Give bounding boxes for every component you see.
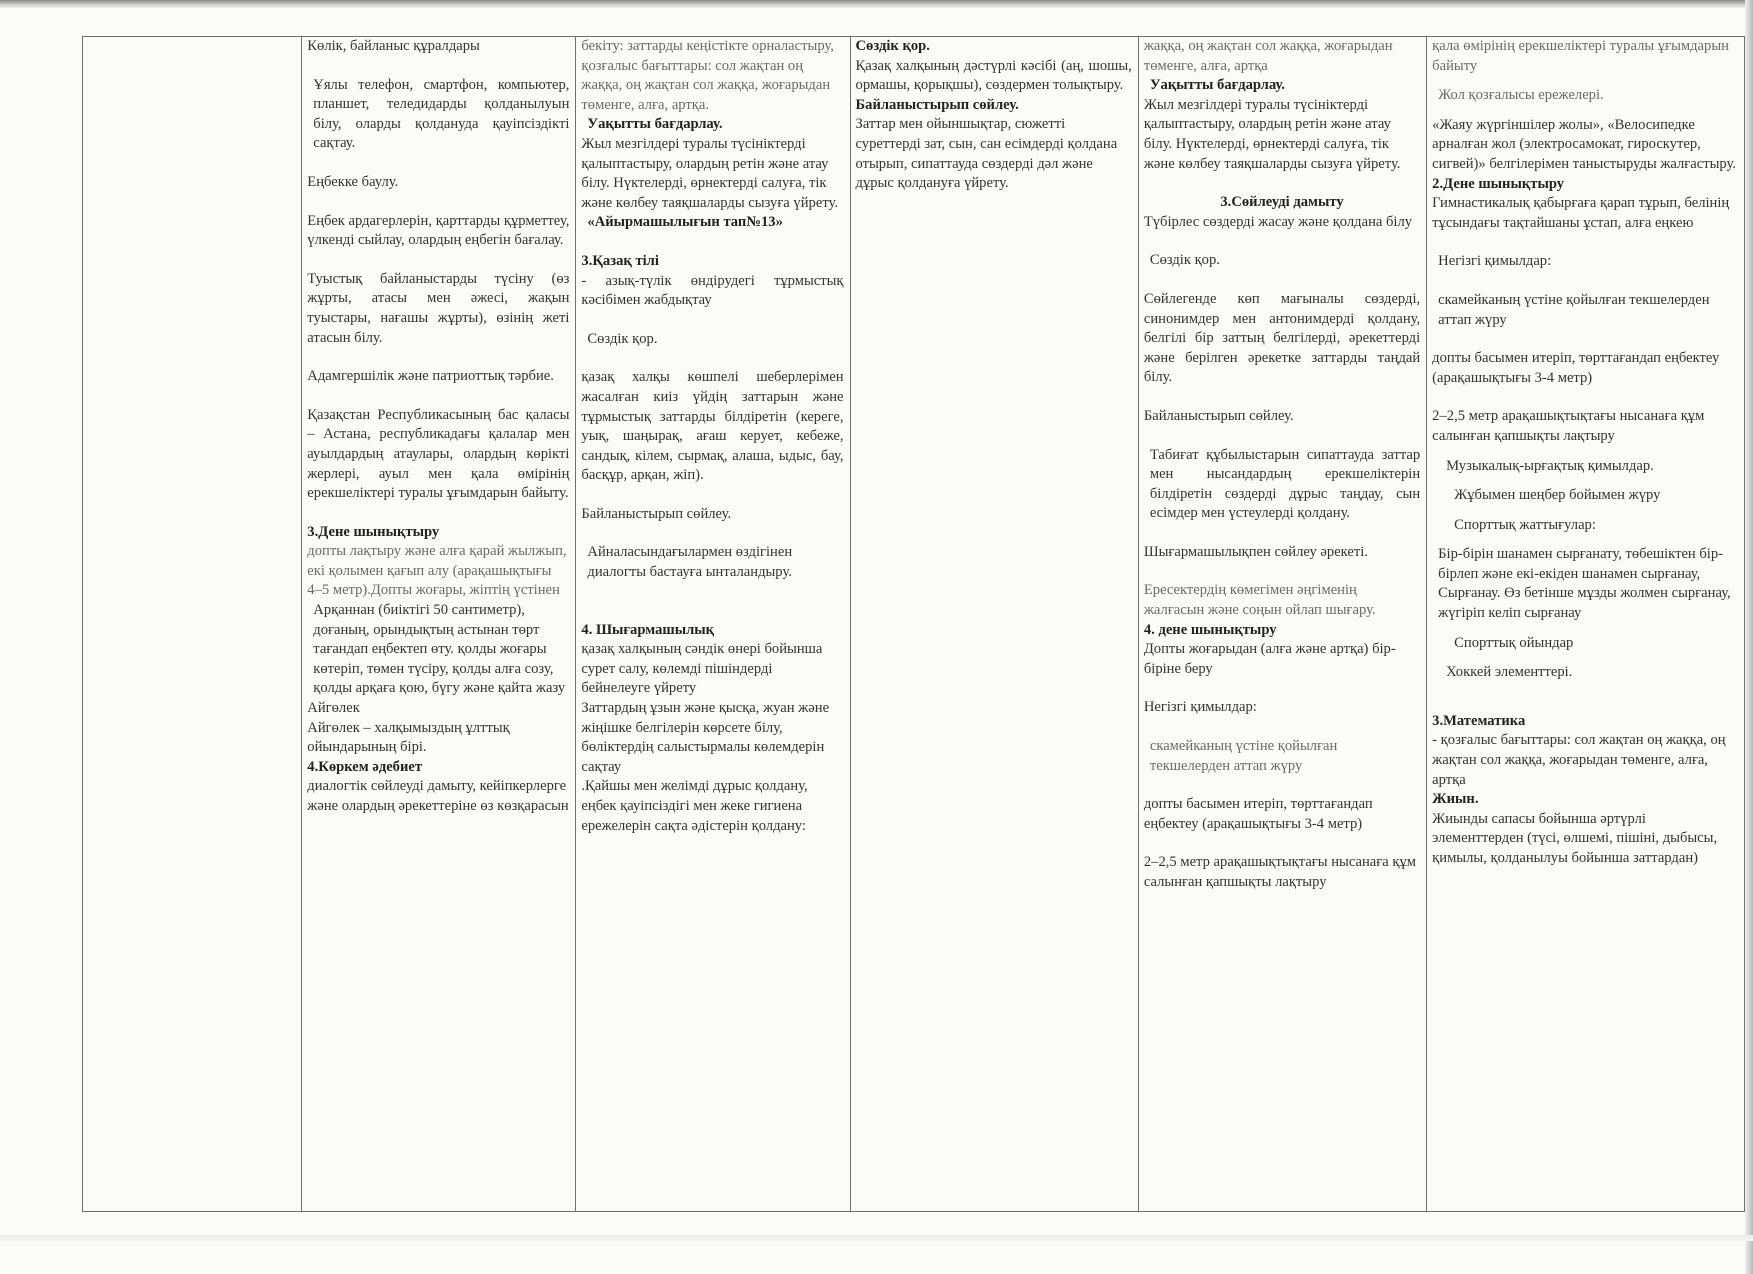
paragraph: Ұялы телефон, смартфон, компьютер, планшет, теледидарды қолданылуын білу, оларды қолдануда қауіпсіздікті сақтау. [313, 76, 570, 152]
column-2 [576, 37, 850, 1212]
paragraph: Арқаннан (биіктігі 50 сантиметр), доғаның, орындықтың астынан төрт тағандап еңбектеп өту. қолды жоғары көтеріп, төмен түсіру, қолды алға созу, қолды арқаға қою, бүгу және қайта жазу [313, 602, 566, 697]
paragraph: Хоккей элементтері. [1446, 664, 1573, 681]
paragraph: Спорттық жаттығулар: [1454, 516, 1596, 533]
paragraph: қазақ халқының сәндік өнері бойынша сурет салу, көлемді пішіндерді бейнелеуге үйрету [581, 641, 823, 697]
lesson-plan-table [82, 36, 1745, 1212]
column-empty [83, 37, 302, 1212]
scan-bottom-shade [0, 1235, 1753, 1241]
paragraph: допты басымен итеріп, төрттағандап еңбектеу (арақашықтығы 3-4 метр) [1432, 350, 1720, 386]
paragraph: допты басымен итеріп, төрттағандап еңбектеу (арақашықтығы 3-4 метр) [1143, 796, 1373, 832]
section-heading: 2.Дене шынықтыру [1432, 175, 1565, 192]
paragraph: Заттар мен ойыншықтар, сюжетті суреттерді зат, сын, сан есімдерді қолдана отырып, сипаттауда сөздерді дәл және дұрыс қолдануға үйрету. [855, 116, 1118, 192]
section-heading: 3.Қазақ тілі [581, 252, 659, 269]
paragraph: Туыстық байланыстарды түсіну (өз жұрты, атасы мен әжесі, жақын туыстары, нағашы жұрты), өзінің жеті атасын білу. [307, 270, 570, 346]
scan-top-edge [0, 0, 1753, 8]
column-5 [1427, 37, 1745, 1212]
paragraph: Гимнастикалық қабырғаға қарап тұрып, белінің тұсындағы тақтайшаны ұстап, алға еңкею [1432, 195, 1730, 231]
paragraph: Байланыстырып сөйлеу. [581, 505, 732, 522]
section-heading: 3.Дене шынықтыру [307, 523, 440, 540]
paragraph: - қозғалыс бағыттары: сол жақтан оң жаққа, оң жақтан сол жаққа, жоғарыдан төменге, алға, артқа [1432, 732, 1726, 788]
paragraph: Қазақстан Республикасының бас қаласы – Астана, республикадағы қалалар мен ауылдардың атаулары, олардың көрікті жерлері, ауыл мен қала өмірінің ерекшеліктері туралы ұғымдарын байыту. [307, 406, 570, 502]
section-heading: «Айырмашылығын тап№13» [587, 214, 783, 231]
paragraph: допты лақтыру және алға қарай жылжып, екі қолымен қағып алу (арақашықтығы 4–5 метр).Допты жоғары, жіптің үстінен [307, 543, 567, 599]
paragraph: Айгөлек – халқымыздың ұлттық ойындарының бірі. [307, 719, 510, 756]
paragraph: Спорттық ойындар [1454, 634, 1574, 651]
paragraph: Заттардың ұзын және қысқа, жуан және жіңішке белгілерін көрсете білу, бөліктердің салыстырмалы көлемдерін сақтау [581, 700, 830, 775]
paragraph: Байланыстырып сөйлеу. [1143, 407, 1294, 424]
section-heading: 3.Сөйлеуді дамыту [1220, 194, 1344, 211]
paragraph: диалогтік сөйлеуді дамыту, кейіпкерлерге және олардың әрекеттеріне өз көзқарасын [307, 778, 569, 814]
section-heading: 3.Математика [1432, 712, 1526, 729]
paragraph: Еңбек ардагерлерін, қарттарды құрметтеу, үлкенді сыйлау, олардың еңбегін бағалау. [307, 212, 570, 249]
paragraph: Табиғат құбылыстарын сипаттауда заттар мен нысандардың ерекшеліктерін білдіретін сөздерді дұрыс таңдау, сын есімдер мен үстеулерді қолдану. [1149, 446, 1421, 522]
section-heading: Сөздік қор. [855, 38, 930, 54]
paragraph: Жол қозғалысы ережелері. [1438, 87, 1604, 104]
section-heading: 4.Көркем әдебиет [307, 758, 423, 775]
paragraph: Бір-бірін шанамен сырғанату, төбешіктен бір-бірлеп және екі-екіден шанамен сырғанау, Сырғанау. Өз бетінше мұзды жолмен сырғанау, жүгіріп келіп сырғанау [1438, 546, 1731, 622]
paragraph: «Жаяу жүргіншілер жолы», «Велосипедке арналған жол (электросамокат, гироскутер, сигвей)» белгілерімен таныстыруды жалғастыру. [1432, 116, 1737, 172]
section-heading: 4. дене шынықтыру [1143, 621, 1277, 638]
paragraph: Еңбекке баулу. [307, 173, 399, 190]
paragraph: Көлік, байланыс құралдары [307, 38, 480, 54]
paragraph: Сөйлегенде көп мағыналы сөздерді, синонимдер мен антонимдерді қолдану, белгілі бір заттың белгілерді, әрекеттерді және берілген әрекетке заттарды таңдай білу. [1143, 290, 1421, 386]
paragraph: Ересектердің көмегімен әңгіменің жалғасын және соңын ойлап шығару. [1143, 582, 1376, 619]
section-heading: 4. Шығармашылық [581, 621, 715, 638]
paragraph: Жыл мезгілдері туралы түсініктерді қалыптастыру, олардың ретін және атау білу. Нүктелерді, өрнектерді салуға, тік және көлбеу таяқшаларды сызуға үйрету. [581, 135, 838, 211]
column-1 [302, 37, 576, 1212]
column-3 [850, 37, 1138, 1212]
paragraph: Түбірлес сөздерді жасау және қолдана білу [1143, 213, 1413, 230]
paragraph: Жиынды сапасы бойынша әртүрлі элементтерден (түсі, өлшемі, пішіні, дыбысы, қимылы, қолданылуы бойынша заттардан) [1432, 810, 1718, 866]
paragraph: скамейканың үстіне қойылған текшелерден аттап жүру [1438, 291, 1710, 328]
section-heading: Байланыстырып сөйлеу. [855, 96, 1019, 113]
paragraph: бекіту: заттарды кеңістікте орналастыру, қозғалыс бағыттары: сол жақтан оң жаққа, оң жақтан сол жаққа, жоғарыдан төменге, алға, артқа. [581, 38, 834, 113]
paragraph: қазақ халқы көшпелі шеберлерімен жасалған киіз үйдің заттарын және тұрмыстық заттарды білдіретін (кереге, уық, шаңырақ, ағаш керует, кебеже, сандық, кілем, сырмақ, алаша, ыдыс, бау, басқұр, арқан, жіп). [581, 369, 844, 484]
paragraph: .Қайшы мен желімді дұрыс қолдану, еңбек қауіпсіздігі мен жеке гигиена ережелерін сақта әдістерін қолдану: [581, 778, 808, 834]
paragraph: Допты жоғарыдан (алға және артқа) бір-біріне беру [1143, 641, 1396, 677]
paragraph: Сөздік қор. [1149, 252, 1220, 269]
column-4 [1138, 37, 1426, 1212]
paragraph: Негізгі қимылдар: [1438, 253, 1552, 270]
paragraph: 2–2,5 метр арақашықтықтағы нысанаға құм салынған қапшықты лақтыру [1143, 854, 1417, 890]
paragraph: Қазақ халқының дәстүрлі кәсібі (аң, шошы, ормашы, қорықшы), сөздермен толықтыру. [855, 57, 1132, 94]
paragraph: Сөздік қор. [587, 330, 658, 347]
paragraph: жаққа, оң жақтан сол жаққа, жоғарыдан төменге, алға, артқа [1143, 38, 1393, 74]
section-heading: Уақытты бағдарлау. [1149, 77, 1285, 94]
section-heading: Жиын. [1432, 791, 1479, 808]
paragraph: - азық-түлік өндірудегі тұрмыстық кәсібімен жабдықтау [581, 272, 844, 309]
section-heading: Уақытты бағдарлау. [587, 116, 723, 133]
paragraph: Айналасындағылармен өздігінен диалогты бастауға ынталандыру. [587, 544, 793, 581]
scan-right-edge [1745, 0, 1753, 1274]
paragraph: Жыл мезгілдері туралы түсініктерді қалыптастыру, олардың ретін және атау білу. Нүктелерді, өрнектерді салуға, тік және көлбеу таяқшаларды сызуға үйрету. [1143, 96, 1401, 172]
paragraph: 2–2,5 метр арақашықтықтағы нысанаға құм салынған қапшықты лақтыру [1432, 408, 1705, 444]
paragraph: қала өмірінің ерекшеліктері туралы ұғымдарын байыту [1432, 38, 1729, 74]
paragraph: Музыкалық-ырғақтық қимылдар. [1446, 457, 1654, 474]
paragraph: скамейканың үстіне қойылған текшелерден аттап жүру [1149, 738, 1338, 774]
paragraph: Айгөлек [307, 700, 360, 717]
paragraph: Шығармашылықпен сөйлеу әрекеті. [1143, 543, 1368, 560]
table-row [83, 37, 1745, 1212]
paragraph: Негізгі қимылдар: [1143, 699, 1257, 716]
paragraph: Жұбымен шеңбер бойымен жүру [1454, 487, 1661, 504]
paragraph: Адамгершілік және патриоттық тәрбие. [307, 368, 554, 385]
